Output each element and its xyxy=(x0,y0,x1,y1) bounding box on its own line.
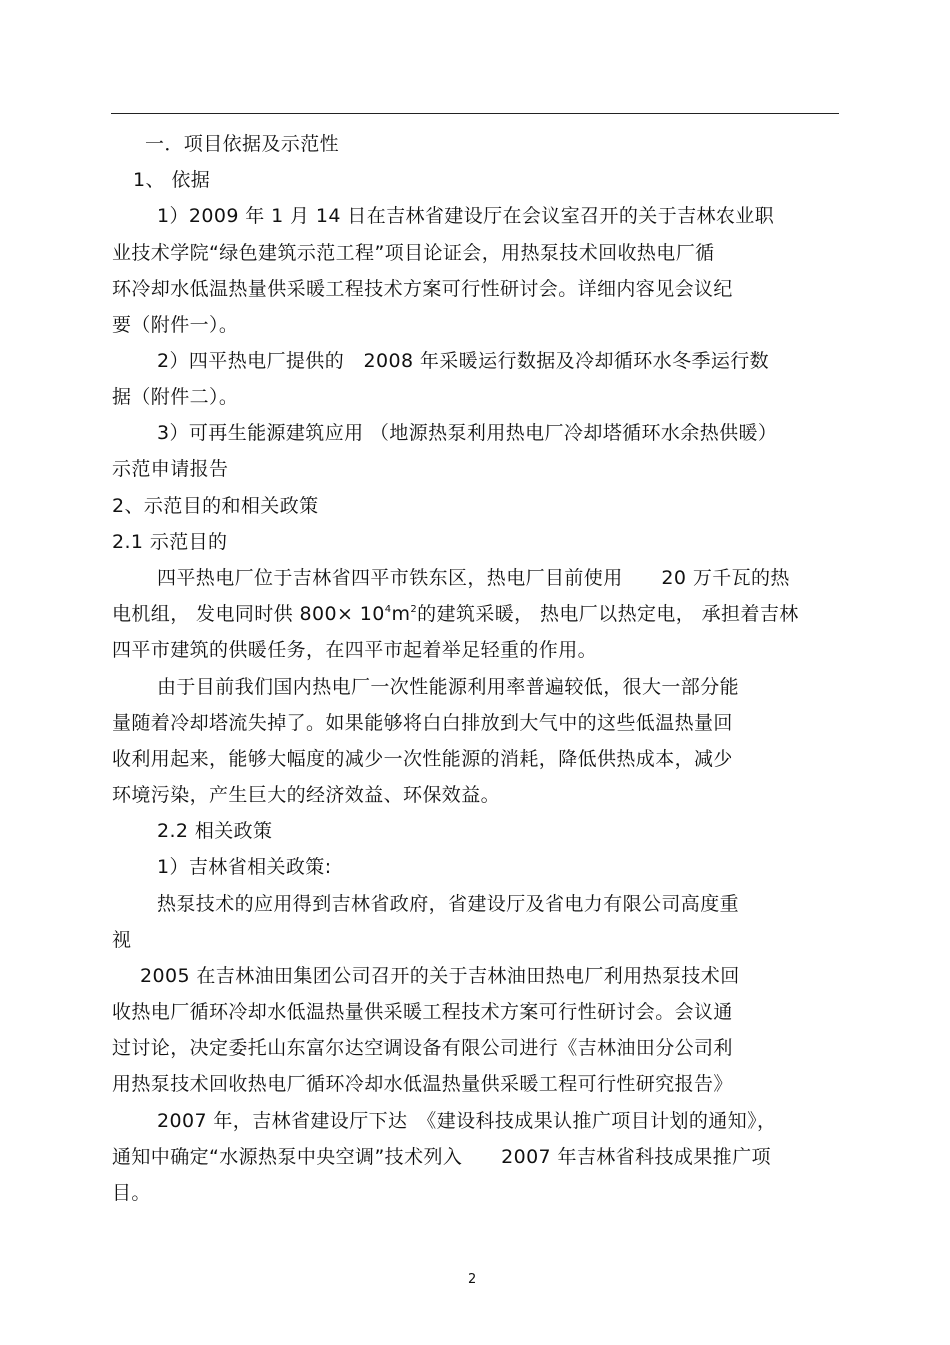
paragraph-line: 由于目前我们国内热电厂一次性能源利用率普遍较低，很大一部分能 xyxy=(157,676,740,698)
paragraph-line: 四平市建筑的供暖任务，在四平市起着举足轻重的作用。 xyxy=(112,639,598,661)
section-heading-1: 一．项目依据及示范性 xyxy=(145,133,340,155)
paragraph-line: 过讨论，决定委托山东富尔达空调设备有限公司进行《吉林油田分公司利 xyxy=(112,1037,733,1059)
paragraph-line: 环冷却水低温热量供采暖工程技术方案可行性研讨会。详细内容见会议纪 xyxy=(112,278,733,300)
paragraph-line: 量随着冷却塔流失掉了。如果能够将白白排放到大气中的这些低温热量回 xyxy=(112,712,733,734)
paragraph-line: 热泵技术的应用得到吉林省政府，省建设厅及省电力有限公司高度重 xyxy=(157,893,740,915)
paragraph-line: 2005 在吉林油田集团公司召开的关于吉林油田热电厂利用热泵技术回 xyxy=(140,965,740,987)
subsection-heading-purpose-policy: 2、示范目的和相关政策 xyxy=(112,495,319,517)
paragraph-line: 2007 年，吉林省建设厅下达 《建设科技成果认推广项目计划的通知》， xyxy=(157,1110,777,1132)
paragraph-line: 收热电厂循环冷却水低温热量供采暖工程技术方案可行性研讨会。会议通 xyxy=(112,1001,733,1023)
superscript: 2 xyxy=(410,604,418,615)
paragraph-line: 收利用起来，能够大幅度的减少一次性能源的消耗，降低供热成本，减少 xyxy=(112,748,733,770)
text-segment: 的建筑采暖， 热电厂以热定电， 承担着吉林 xyxy=(417,603,799,625)
paragraph-line: 通知中确定“水源热泵中央空调”技术列入 2007 年吉林省科技成果推广项 xyxy=(112,1146,771,1168)
paragraph-line: 目。 xyxy=(112,1182,151,1204)
subsection-heading-basis: 1、 依据 xyxy=(133,169,211,191)
paragraph-line-with-superscript xyxy=(112,602,799,626)
paragraph-line: 3）可再生能源建筑应用 （地源热泵利用热电厂冷却塔循环水余热供暖） xyxy=(157,422,778,444)
paragraph-line: 1）吉林省相关政策: xyxy=(157,856,332,878)
paragraph-line: 1）2009 年 1 月 14 日在吉林省建设厅在会议室召开的关于吉林农业职 xyxy=(157,205,775,227)
text-segment: m xyxy=(391,603,411,625)
text-segment: 电机组， 发电同时供 800× 10 xyxy=(112,603,385,625)
paragraph-line: 环境污染，产生巨大的经济效益、环保效益。 xyxy=(112,784,501,806)
superscript: 4 xyxy=(384,604,392,615)
paragraph-line: 视 xyxy=(112,929,132,951)
paragraph-line: 业技术学院“绿色建筑示范工程”项目论证会，用热泵技术回收热电厂循 xyxy=(112,242,715,264)
page-number: 2 xyxy=(468,1272,477,1287)
paragraph-line: 用热泵技术回收热电厂循环冷却水低温热量供采暖工程可行性研究报告》 xyxy=(112,1073,733,1095)
paragraph-line: 要（附件一）。 xyxy=(112,314,239,336)
paragraph-line: 据（附件二）。 xyxy=(112,386,239,408)
subsection-heading-2-1: 2.1 示范目的 xyxy=(112,531,228,553)
header-rule xyxy=(111,113,839,114)
paragraph-line: 示范申请报告 xyxy=(112,458,229,480)
subsection-heading-2-2: 2.2 相关政策 xyxy=(157,820,273,842)
paragraph-line: 四平热电厂位于吉林省四平市铁东区，热电厂目前使用 20 万千瓦的热 xyxy=(157,567,790,589)
paragraph-line: 2）四平热电厂提供的 2008 年采暖运行数据及冷却循环水冬季运行数 xyxy=(157,350,770,372)
